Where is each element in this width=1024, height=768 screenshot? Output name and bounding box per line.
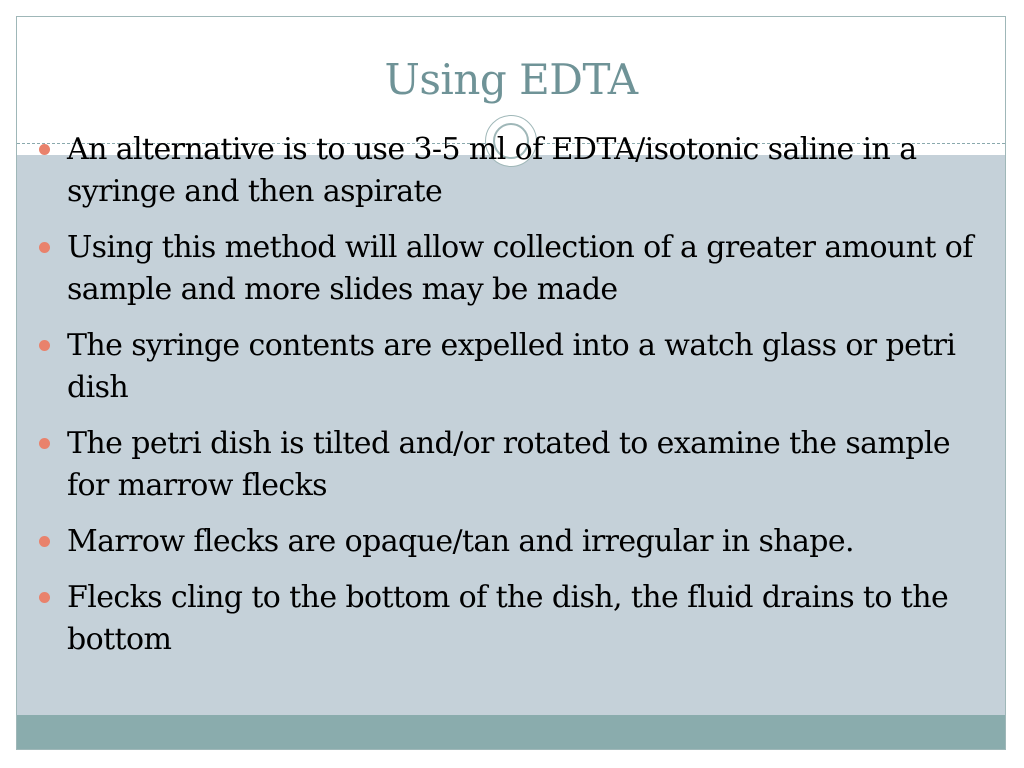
bullet-item: [17, 129, 1006, 213]
footer-band: [17, 715, 1005, 750]
bullet-text: Flecks cling to the bottom of the dish, the fluid drains to the bottom: [67, 580, 949, 657]
bullet-dot-icon: [39, 438, 50, 449]
bullet-text: Marrow flecks are opaque/tan and irregular in shape.: [67, 524, 854, 559]
slide-frame: [16, 16, 1006, 750]
bullet-text: Using this method will allow collection of a greater amount of sample and more slides may be made: [67, 230, 973, 307]
bullet-dot-icon: [39, 144, 50, 155]
bullet-list: [17, 129, 1006, 675]
bullet-text: The petri dish is tilted and/or rotated to examine the sample for marrow flecks: [67, 426, 951, 503]
bullet-item: [17, 521, 1006, 563]
bullet-item: [17, 227, 1006, 311]
bullet-text: The syringe contents are expelled into a watch glass or petri dish: [67, 328, 956, 405]
bullet-text: An alternative is to use 3-5 ml of EDTA/isotonic saline in a syringe and then aspirate: [67, 132, 917, 209]
slide-title: Using EDTA: [384, 55, 638, 104]
bullet-dot-icon: [39, 340, 50, 351]
bullet-dot-icon: [39, 536, 50, 547]
bullet-item: [17, 423, 1006, 507]
bullet-item: [17, 577, 1006, 661]
bullet-dot-icon: [39, 242, 50, 253]
bullet-item: [17, 325, 1006, 409]
bullet-dot-icon: [39, 592, 50, 603]
